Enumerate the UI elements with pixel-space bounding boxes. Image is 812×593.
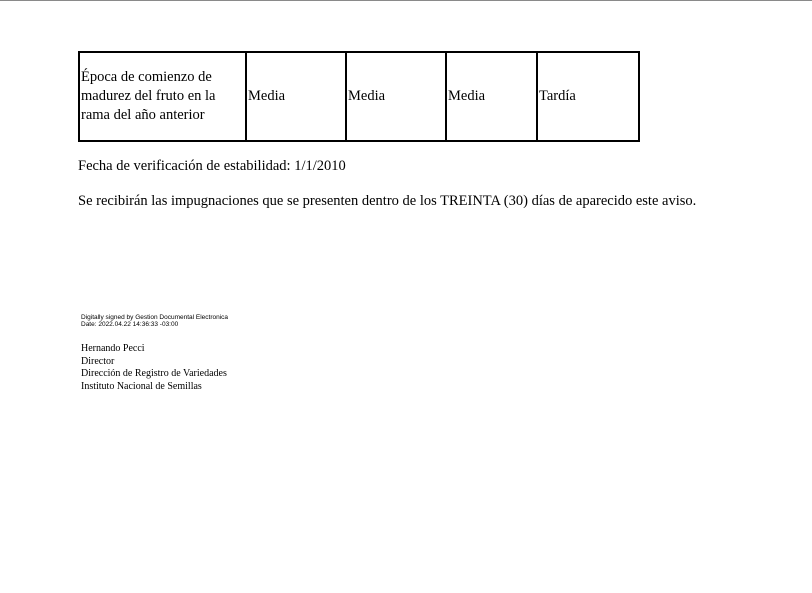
- table-cell-value: [246, 52, 346, 141]
- table-cell-trait: [79, 52, 246, 141]
- table-cell-value: [346, 52, 446, 141]
- signer-name: Hernando Pecci: [81, 343, 145, 354]
- stability-date-paragraph: Fecha de verificación de estabilidad: 1/1/2010: [78, 158, 346, 174]
- table-cell-value: [446, 52, 537, 141]
- signature-date: Date: 2022.04.22 14:36:33 -03:00: [81, 321, 179, 328]
- table-cell-value: [537, 52, 639, 141]
- table-row: [79, 52, 639, 141]
- signer-institution: Instituto Nacional de Semillas: [81, 380, 202, 392]
- trait-value: Media: [248, 88, 286, 104]
- trait-value: Media: [448, 88, 486, 104]
- digital-signature-stamp: [81, 314, 228, 328]
- signature-signed-by: Digitally signed by Gestion Documental Electronica: [81, 314, 229, 321]
- variety-traits-table: [78, 51, 640, 142]
- signer-block: [81, 343, 227, 393]
- trait-value: Tardía: [539, 88, 576, 104]
- trait-value: Media: [348, 88, 386, 104]
- signer-title: Director: [81, 355, 115, 367]
- page-top-border: [0, 0, 812, 1]
- signer-department: Dirección de Registro de Variedades: [81, 368, 227, 379]
- challenges-notice-paragraph: Se recibirán las impugnaciones que se presenten dentro de los TREINTA (30) días de aparecido este aviso.: [78, 193, 697, 209]
- trait-label: Época de comienzo de madurez del fruto en la rama del año anterior: [81, 69, 216, 123]
